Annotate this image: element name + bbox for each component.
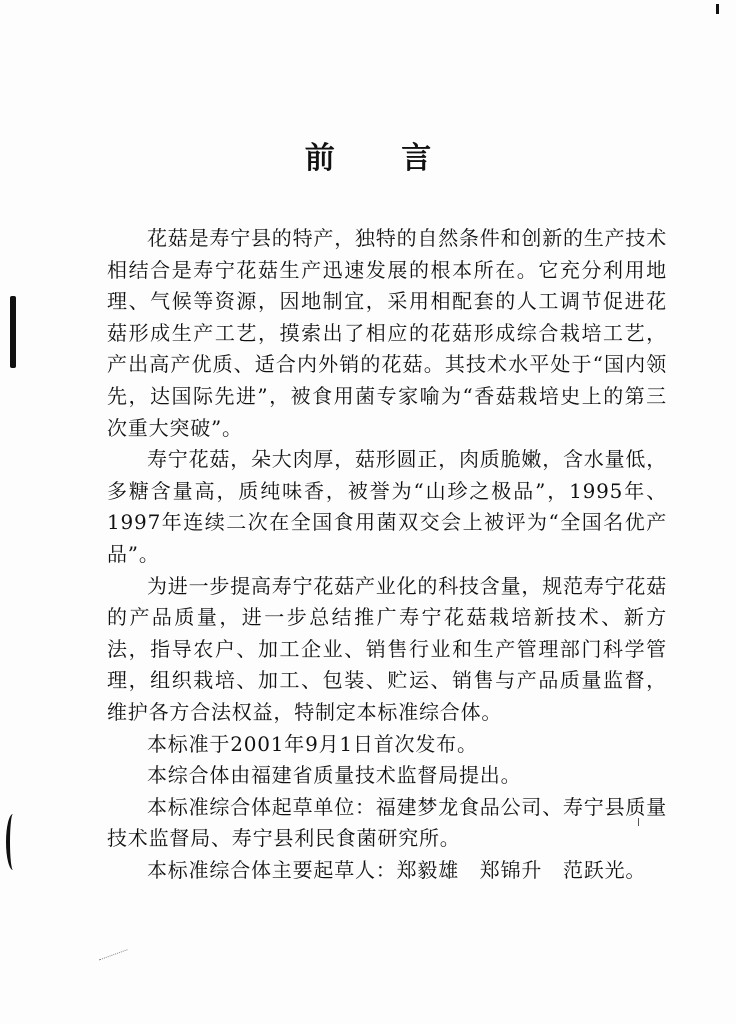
paragraph-features: 寿宁花菇，朵大肉厚，菇形圆正，肉质脆嫩，含水量低，多糖含量高，质纯味香，被誉为“山珍之极品”，1995年、1997年连续二次在全国食用菌双交会上被评为“全国名优产品”。 (107, 447, 667, 566)
preface-body (107, 223, 667, 886)
paragraph-drafting-units: 本标准综合体起草单位：福建梦龙食品公司、寿宁县质量技术监督局、寿宁县利民食菌研究所。 (107, 794, 667, 851)
paragraph-purpose: 为进一步提高寿宁花菇产业化的科技含量，规范寿宁花菇的产品质量，进一步总结推广寿宁花菇栽培新技术、新方法，指导农户、加工企业、销售行业和生产管理部门科学管理，组织栽培、加工、包装、贮运、销售与产品质量监督，维护各方合法权益，特制定本标准综合体。 (107, 573, 667, 724)
scan-mark-top-right (716, 4, 719, 14)
page-title: 前 言 (304, 141, 460, 176)
scan-mark-binding-curve (6, 814, 20, 870)
scan-mark-tail (630, 818, 639, 826)
paragraph-proposer: 本综合体由福建省质量技术监督局提出。 (147, 763, 522, 788)
paragraph-drafters: 本标准综合体主要起草人：郑毅雄 郑锦升 范跃光。 (147, 857, 647, 882)
paragraph-intro: 花菇是寿宁县的特产，独特的自然条件和创新的生产技术相结合是寿宁花菇生产迅速发展的根本所在。它充分利用地理、气候等资源，因地制宜，采用相配套的人工调节促进花菇形成生产工艺，摸索出了相应的花菇形成综合栽培工艺，产出高产优质、适合内外销的花菇。其技术水平处于“国内领先，达国际先进”，被食用菌专家喻为“香菇栽培史上的第三次重大突破”。 (107, 226, 667, 440)
scan-mark-speck (99, 949, 131, 970)
paragraph-release-date: 本标准于2001年9月1日首次发布。 (147, 731, 478, 756)
scan-mark-binding-bar (10, 296, 16, 368)
